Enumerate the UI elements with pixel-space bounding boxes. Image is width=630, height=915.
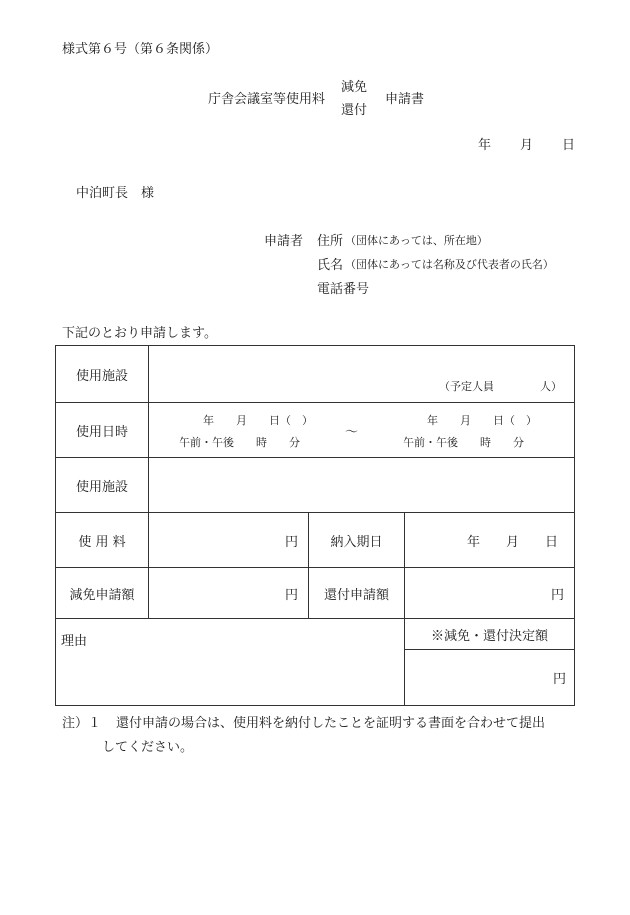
date-year: 年 (478, 138, 492, 153)
address-note: （団体にあっては、所在地） (345, 234, 488, 247)
facility-field[interactable] (149, 346, 575, 403)
due-date-field[interactable] (405, 513, 575, 568)
table-row-facility (56, 346, 575, 403)
start-date: 年 月 日（ ） (203, 414, 313, 427)
name-note: （団体にあっては名称及び代表者の氏名） (345, 258, 554, 271)
decision-cell (405, 619, 575, 706)
end-date: 年 月 日（ ） (427, 414, 537, 427)
refund-amount-label: 還付申請額 (309, 568, 405, 619)
table-row-datetime (56, 403, 575, 458)
title-suffix: 申請書 (385, 92, 425, 107)
application-table (55, 345, 575, 706)
note-line-2: してください。 (102, 740, 194, 755)
intro-text: 下記のとおり申請します。 (62, 326, 217, 341)
datetime-field[interactable] (149, 403, 575, 458)
refund-amount-field[interactable] (405, 568, 575, 619)
fee-yen: 円 (284, 534, 298, 550)
decision-yen: 円 (553, 672, 567, 687)
title-option-kanpu: 還付 (341, 103, 368, 118)
reason-label: 理由 (61, 634, 88, 649)
end-time: 午前・午後 時 分 (403, 436, 524, 449)
facility-field-2[interactable] (149, 458, 575, 513)
start-time: 午前・午後 時 分 (179, 436, 300, 449)
date-month: 月 (520, 138, 534, 153)
facility-label: 使用施設 (56, 346, 149, 403)
phone-label: 電話番号 (317, 282, 370, 297)
note-line-1: 還付申請の場合は、使用料を納付したことを証明する書面を合わせて提出 (116, 716, 546, 731)
title-option-genmen: 減免 (341, 80, 368, 95)
table-row-reason (56, 619, 575, 706)
table-row-facility-2 (56, 458, 575, 513)
expected-people-open: （予定人員 (439, 380, 494, 393)
reason-field[interactable] (56, 619, 405, 706)
date-day: 日 (562, 138, 576, 153)
title-main: 庁舎会議室等使用料 (208, 92, 326, 107)
due-date-label: 納入期日 (309, 513, 405, 568)
datetime-label: 使用日時 (56, 403, 149, 458)
note-prefix: 注）１ (62, 716, 102, 731)
form-number: 様式第６号（第６条関係） (62, 42, 219, 57)
exemption-amount-field[interactable] (149, 568, 309, 619)
exemption-yen: 円 (284, 587, 298, 603)
refund-yen: 円 (551, 587, 565, 603)
due-date-value: 年 月 日 (467, 534, 559, 550)
table-row-amounts (56, 568, 575, 619)
applicant-label: 申請者 (264, 234, 304, 249)
decision-amount-field[interactable] (405, 650, 574, 705)
name-label: 氏名 (317, 258, 344, 273)
fee-label: 使 用 料 (56, 513, 149, 568)
fee-field[interactable] (149, 513, 309, 568)
addressee: 中泊町長 様 (76, 186, 155, 201)
facility-label-2: 使用施設 (56, 458, 149, 513)
table-row-fee (56, 513, 575, 568)
range-tilde: ～ (345, 425, 359, 440)
expected-people-close: 人） (540, 380, 563, 393)
exemption-amount-label: 減免申請額 (56, 568, 149, 619)
decision-amount-label: ※減免・還付決定額 (405, 619, 574, 650)
address-label: 住所 (317, 234, 344, 249)
